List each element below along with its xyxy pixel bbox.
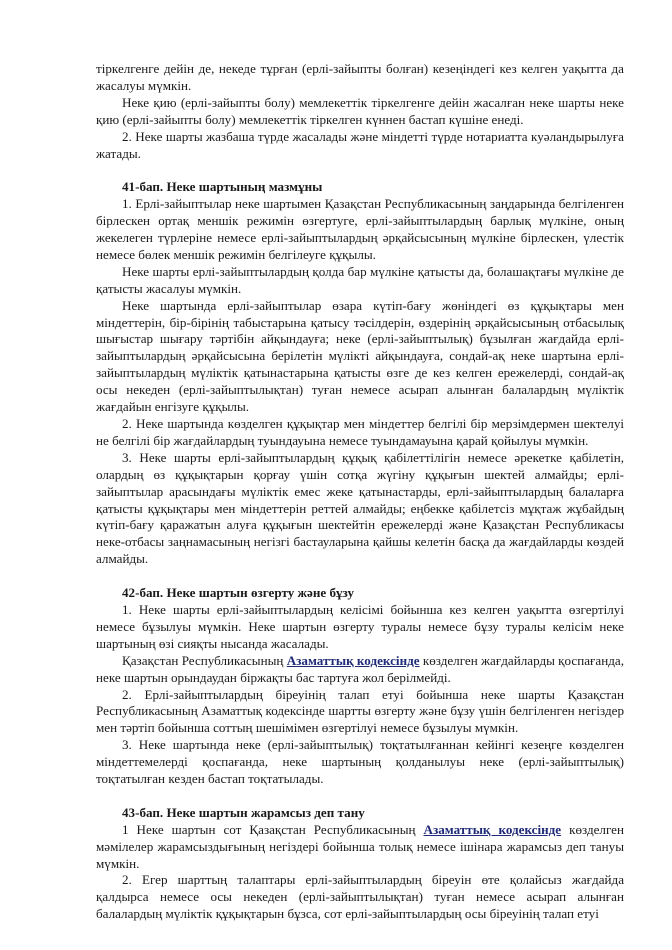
paragraph: 1. Ерлі-зайыптылар неке шартымен Қазақстан Республикасының заңдарында белгіленген бірлескен ортақ меншік режимін өзгертуге, ерлі-зайыптылардың барлық мүлкіне, оның жекелеген түрлеріне немесе ерлі-зайыптылардың әрқайсысының мүлкіне бірлескен, үлестік немесе бөлек меншік режимін белгілеуге құқылы. [96, 196, 624, 262]
paragraph: 2. Ерлі-зайыптылардың біреуінің талап етуі бойынша неке шарты Қазақстан Республикасының Азаматтық кодексінде шартты өзгерту және бұзу үшін белгіленген негіздер мен тәртіп бойынша соттың шешімімен өзгертілуі немесе бұзылуы мүмкін. [96, 686, 624, 736]
document-page [96, 61, 624, 923]
paragraph: 1. Неке шарты ерлі-зайыптылардың келісімі бойынша кез келген уақытта өзгертілуі немесе бұзылуы мүмкін. Неке шартын өзгерту туралы немесе бұзу туралы келісім неке шартының өзі сияқты нысанда жасалады. [96, 601, 624, 651]
paragraph: Неке қию (ерлі-зайыпты болу) мемлекеттік тіркелгенге дейін жасалған неке шарты неке қию (ерлі-зайыпты болу) мемлекеттік тіркелген күннен бастап күшіне енеді. [96, 94, 624, 127]
text: Қазақстан Республикасының [122, 652, 287, 668]
paragraph: 2. Егер шарттың талаптары ерлі-зайыптылардың біреуін өте қолайсыз жағдайда қалдырса немесе осы некеден (ерлі-зайыптылықтан) туған немесе асырап алынған балалардың мүліктік құқықтарын бұзса, сот ерлі-зайыптылардың осы біреуінің талап етуі [96, 872, 624, 922]
civil-code-link[interactable]: Азаматтық кодексінде [286, 652, 420, 668]
paragraph-with-link [96, 822, 624, 873]
paragraph: Неке шарты ерлі-зайыптылардың қолда бар мүлкіне қатысты да, болашақтағы мүлкіне де қатысты жасалуы мүмкін. [96, 263, 624, 296]
article-43-heading: 43-бап. Неке шартын жарамсыз деп тану [122, 804, 365, 820]
text: 1 Неке шартын сот Қазақстан Республикасының [122, 821, 424, 837]
article-41-heading: 41-бап. Неке шартының мазмұны [122, 179, 323, 195]
paragraph-continuation: тіркелгенге дейін де, некеде тұрған (ерлі-зайыпты болған) кезеңіндегі кез келген уақытта да жасалуы мүмкін. [96, 61, 624, 93]
article-42-heading: 42-бап. Неке шартын өзгерту және бұзу [122, 585, 355, 601]
text: көзделген жағдайларды қоспағанда, неке шартын орындаудан біржақты бас тартуға жол берілмейді. [96, 652, 624, 685]
paragraph-with-link [96, 653, 624, 687]
paragraph: 2. Неке шарты жазбаша түрде жасалады және міндетті түрде нотариатта куәландырылуға жатады. [96, 128, 624, 161]
paragraph: 3. Неке шарты ерлі-зайыптылардың құқық қабілеттілігін немесе әрекетке қабілетін, олардың өз құқықтарын қорғау үшін сотқа жүгіну құқығын шектей алмайды; ерлі-зайыптылар арасындағы мүліктік емес жеке қатынастарды, ерлі-зайыптылардың балаларға қатысты құқықтары мен міндеттерін реттей алмайды; еңбекке қабілетсіз мұқтаж жұбайдың күтіп-бағу қаражатын алуға құқығын шектейтін ережелерді және Қазақстан Республикасы неке-отбасы заңнамасының негізгі бастауларына қайшы келетін басқа да жағдайларды көздей алмайды. [96, 449, 624, 567]
paragraph: Неке шартында ерлі-зайыптылар өзара күтіп-бағу жөніндегі өз құқықтары мен міндеттерін, бір-бірінің табыстарына қатысу тәсілдерін, өздерінің әрқайсысының отбасылық шығыстар шығару тәртібін айқындауға; неке (ерлі-зайыптылық) бұзылған жағдайда ерлі-зайыптылардың әрқайсысына берілетін мүлікті айқындауға, сондай-ақ неке шартына ерлі-зайыптылардың мүліктік қатынастарына қатысты өзге де кез келген ережелерді, сондай-ақ осы некеден (ерлі-зайыптылықтан) туған немесе асырап алынған балалардың мүліктік жағдайын енгізуге құқылы. [96, 297, 624, 415]
text: көзделген мәмілелер жарамсыздығының негіздері бойынша толық немесе ішінара жарамсыз деп тануы мүмкін. [96, 821, 624, 871]
paragraph: 2. Неке шартында көзделген құқықтар мен міндеттер белгілі бір мерзімдермен шектелуі не белгілі бір жағдайлардың туындауына немесе туындамауына қарай қойылуы мүмкін. [96, 416, 624, 448]
civil-code-link[interactable]: Азаматтық кодексінде [423, 821, 562, 837]
paragraph: 3. Неке шартында неке (ерлі-зайыптылық) тоқтатылғаннан кейінгі кезеңге көзделген міндеттемелерді қоспағанда, неке шартының қолданылуы неке (ерлі-зайыптылық) тоқтатылған кезден бастап тоқтатылады. [96, 737, 624, 787]
